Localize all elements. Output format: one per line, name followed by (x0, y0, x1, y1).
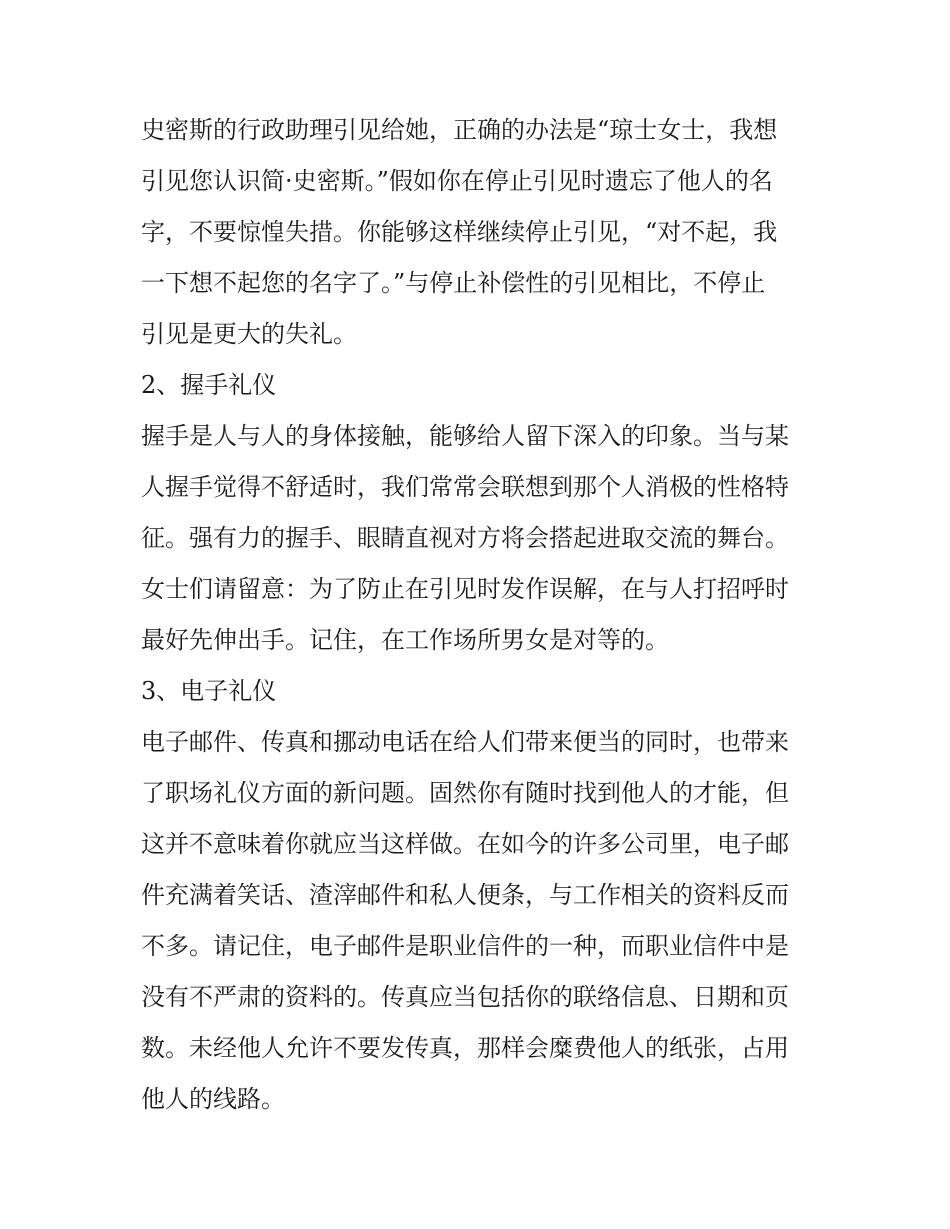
text-line: 件充满着笑话、渣滓邮件和私人便条，与工作相关的资料反而 (141, 881, 789, 909)
text-line: 数。未经他人允许不要发传真，那样会糜费他人的纸张，占用 (141, 1034, 789, 1062)
text-line: 史密斯的行政助理引见给她，正确的办法是“琼士女士，我想 (141, 116, 778, 144)
text-line: 他人的线路。 (141, 1085, 285, 1113)
text-line: 征。强有力的握手、眼睛直视对方将会搭起进取交流的舞台。 (141, 524, 789, 552)
text-line: 电子邮件、传真和挪动电话在给人们带来便当的同时，也带来 (141, 728, 789, 756)
text-line: 字，不要惊惶失措。你能够这样继续停止引见，“对不起，我 (141, 218, 778, 246)
section-heading-handshake: 2、握手礼仪 (141, 371, 277, 399)
body-text (141, 105, 821, 1125)
text-line: 人握手觉得不舒适时，我们常常会联想到那个人消极的性格特 (141, 473, 789, 501)
text-line: 没有不严肃的资料的。传真应当包括你的联络信息、日期和页 (141, 983, 789, 1011)
text-line: 握手是人与人的身体接触，能够给人留下深入的印象。当与某 (141, 422, 789, 450)
text-line: 引见您认识简·史密斯。”假如你在停止引见时遗忘了他人的名 (141, 167, 773, 195)
text-line: 这并不意味着你就应当这样做。在如今的许多公司里，电子邮 (141, 830, 789, 858)
text-line: 引见是更大的失礼。 (141, 320, 357, 348)
text-line: 最好先伸出手。记住，在工作场所男女是对等的。 (141, 626, 669, 654)
text-line: 女士们请留意：为了防止在引见时发作误解，在与人打招呼时 (141, 575, 789, 603)
section-heading-electronic: 3、电子礼仪 (141, 677, 277, 705)
text-line: 一下想不起您的名字了。”与停止补偿性的引见相比，不停止 (141, 269, 766, 297)
text-line: 不多。请记住，电子邮件是职业信件的一种，而职业信件中是 (141, 932, 789, 960)
text-line: 了职场礼仪方面的新问题。固然你有随时找到他人的才能，但 (141, 779, 789, 807)
